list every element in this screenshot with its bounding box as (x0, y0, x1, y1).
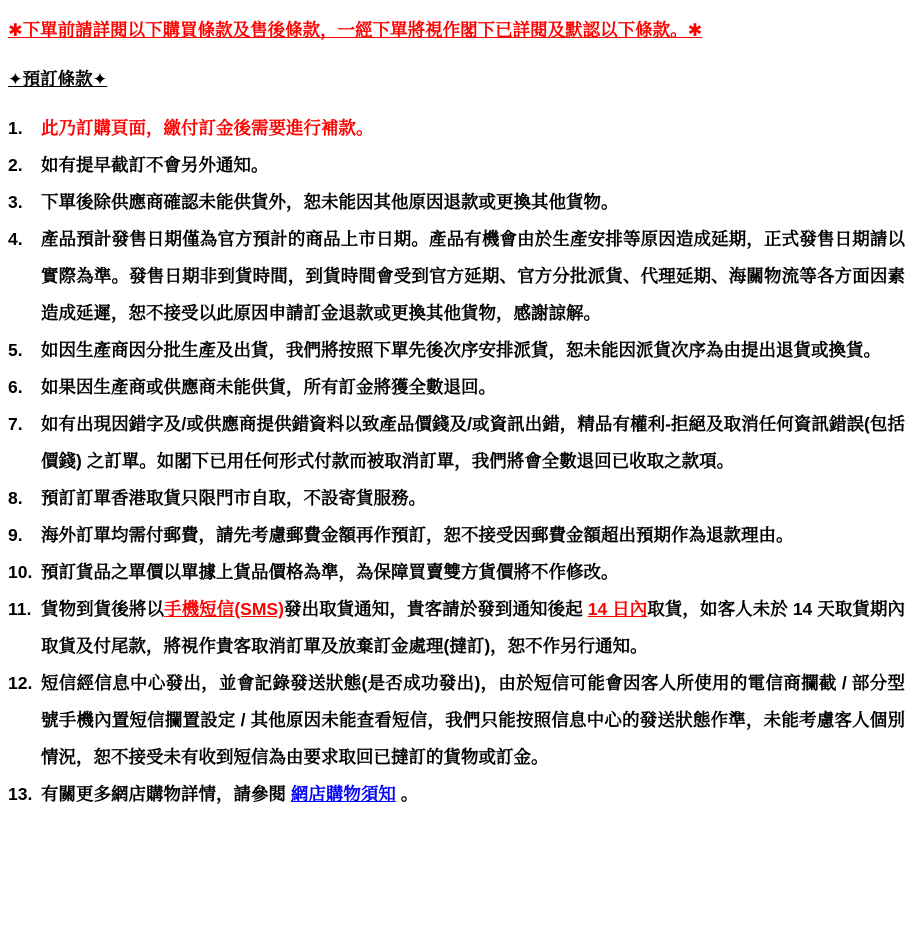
term-number: 5. (8, 340, 23, 360)
term-item-3 (8, 184, 905, 221)
pre-order-warning-banner: ✱下單前請詳閱以下購買條款及售後條款，一經下單將視作閣下已詳閱及默認以下條款。✱ (8, 20, 703, 40)
term-item-8 (8, 480, 905, 517)
term-text: 產品預計發售日期僅為官方預計的商品上市日期。產品有機會由於生產安排等原因造成延期，正式發售日期請以實際為準。發售日期非到貨時間，到貨時間會受到官方延期、官方分批派貨、代理延期、海關物流等各方面因素造成延遲，恕不接受以此原因申請訂金退款或更換其他貨物，感謝諒解。 (41, 229, 905, 323)
term-item-4 (8, 221, 905, 332)
term-item-2 (8, 147, 905, 184)
term-text: 如因生產商因分批生產及出貨，我們將按照下單先後次序安排派貨，恕未能因派貨次序為由提出退貨或換貨。 (41, 340, 881, 360)
term-text: 預訂訂單香港取貨只限門市自取，不設寄貨服務。 (41, 488, 426, 508)
term-text: 下單後除供應商確認未能供貨外，恕未能因其他原因退款或更換其他貨物。 (41, 192, 619, 212)
term-number: 10. (8, 562, 33, 582)
term-item-9 (8, 517, 905, 554)
term-text: 有關更多網店購物詳情，請參閱 網店購物須知 。 (41, 784, 419, 804)
term-item-10 (8, 554, 905, 591)
term-text: 短信經信息中心發出，並會記錄發送狀態(是否成功發出)，由於短信可能會因客人所使用的電信商攔截 / 部分型號手機內置短信攔置設定 / 其他原因未能查看短信，我們只能按照信息中心的發送狀態作準，未能考慮客人個別情況，恕不接受未有收到短信為由要求取回已撻訂的貨物或訂金。 (41, 673, 905, 767)
term-text: 如果因生產商或供應商未能供貨，所有訂金將獲全數退回。 (41, 377, 496, 397)
term-number: 13. (8, 784, 33, 804)
pickup-deadline-highlight: 14 日內 (587, 599, 648, 619)
term-item-7 (8, 406, 905, 480)
shop-guide-link[interactable]: 網店購物須知 (290, 784, 396, 804)
term-number: 12. (8, 673, 33, 693)
deposit-notice-text: 此乃訂購頁面，繳付訂金後需要進行補款。 (41, 118, 374, 138)
term-text: 如有出現因錯字及/或供應商提供錯資料以致產品價錢及/或資訊出錯，精品有權利-拒絕及取消任何資訊錯誤(包括價錢) 之訂單。如閣下已用任何形式付款而被取消訂單，我們將會全數退回已收取之款項。 (41, 414, 905, 471)
term-item-12 (8, 665, 905, 776)
term-text: 貨物到貨後將以手機短信(SMS)發出取貨通知，貴客請於發到通知後起 14 日內取貨，如客人未於 14 天取貨期內取貨及付尾款，將視作貴客取消訂單及放棄訂金處理(撻訂)，恕不作另行通知。 (41, 599, 906, 656)
term-number: 7. (8, 414, 23, 434)
term-item-5 (8, 332, 905, 369)
term-number: 3. (8, 192, 23, 212)
term-number: 1. (8, 118, 23, 138)
term-item-13 (8, 776, 905, 813)
term-text: 如有提早截訂不會另外通知。 (41, 155, 269, 175)
term-item-11 (8, 591, 905, 665)
term-item-1 (8, 110, 905, 147)
term-number: 4. (8, 229, 23, 249)
term-item-6 (8, 369, 905, 406)
section-title-booking-terms: ✦預訂條款✦ (8, 69, 108, 89)
sms-highlight: 手機短信(SMS) (164, 599, 284, 619)
term-text: 預訂貨品之單價以單據上貨品價格為準，為保障買賣雙方貨價將不作修改。 (41, 562, 619, 582)
term-text (41, 110, 905, 147)
term-number: 6. (8, 377, 23, 397)
term-number: 8. (8, 488, 23, 508)
terms-list (8, 110, 905, 813)
term-text: 海外訂單均需付郵費，請先考慮郵費金額再作預訂，恕不接受因郵費金額超出預期作為退款理由。 (41, 525, 794, 545)
term-number: 9. (8, 525, 23, 545)
term-number: 11. (8, 599, 32, 619)
term-number: 2. (8, 155, 23, 175)
